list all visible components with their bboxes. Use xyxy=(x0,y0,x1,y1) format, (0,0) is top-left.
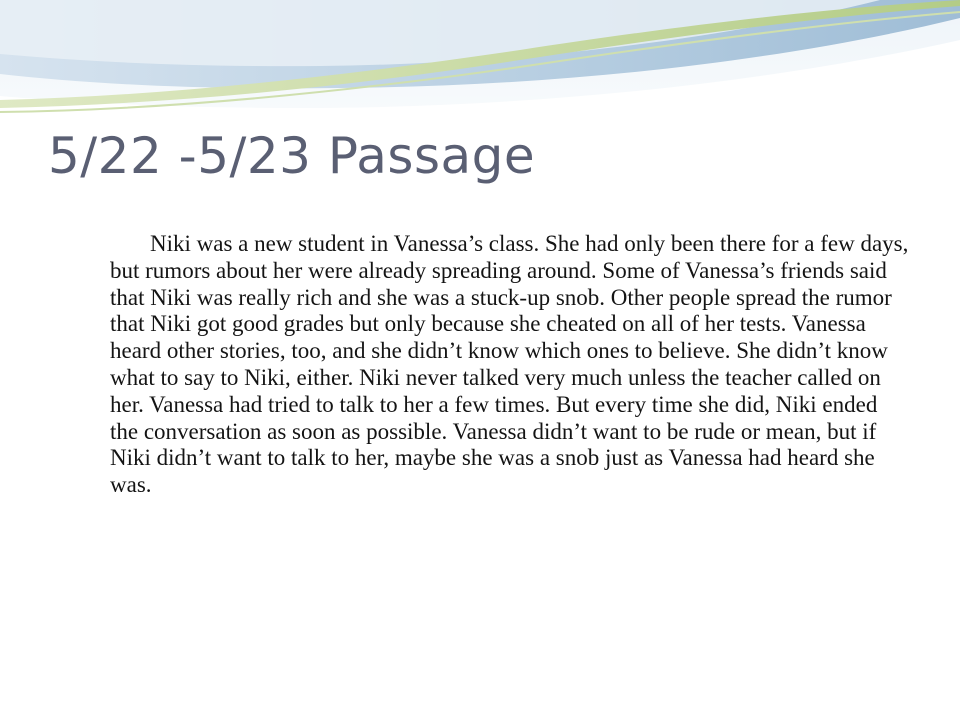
slide-title: 5/22 -5/23 Passage xyxy=(48,127,536,185)
decorative-wave-header xyxy=(0,0,960,130)
passage-text: Niki was a new student in Vanessa’s class. She had only been there for a few days, but rumors about her were already spreading around. Some of Vanessa’s friends said that Niki was really rich and she was a stuck-up snob. Other people spread the rumor that Niki got good grades but only because she cheated on all of her tests. Vanessa heard other stories, too, and she didn’t know which ones to believe. She didn’t know what to say to Niki, either. Niki never talked very much unless the teacher called on her. Vanessa had tried to talk to her a few times. But every time she did, Niki ended the conversation as soon as possible. Vanessa didn’t want to be rude or mean, but if Niki didn’t want to talk to her, maybe she was a snob just as Vanessa had heard she was. xyxy=(110,231,909,498)
